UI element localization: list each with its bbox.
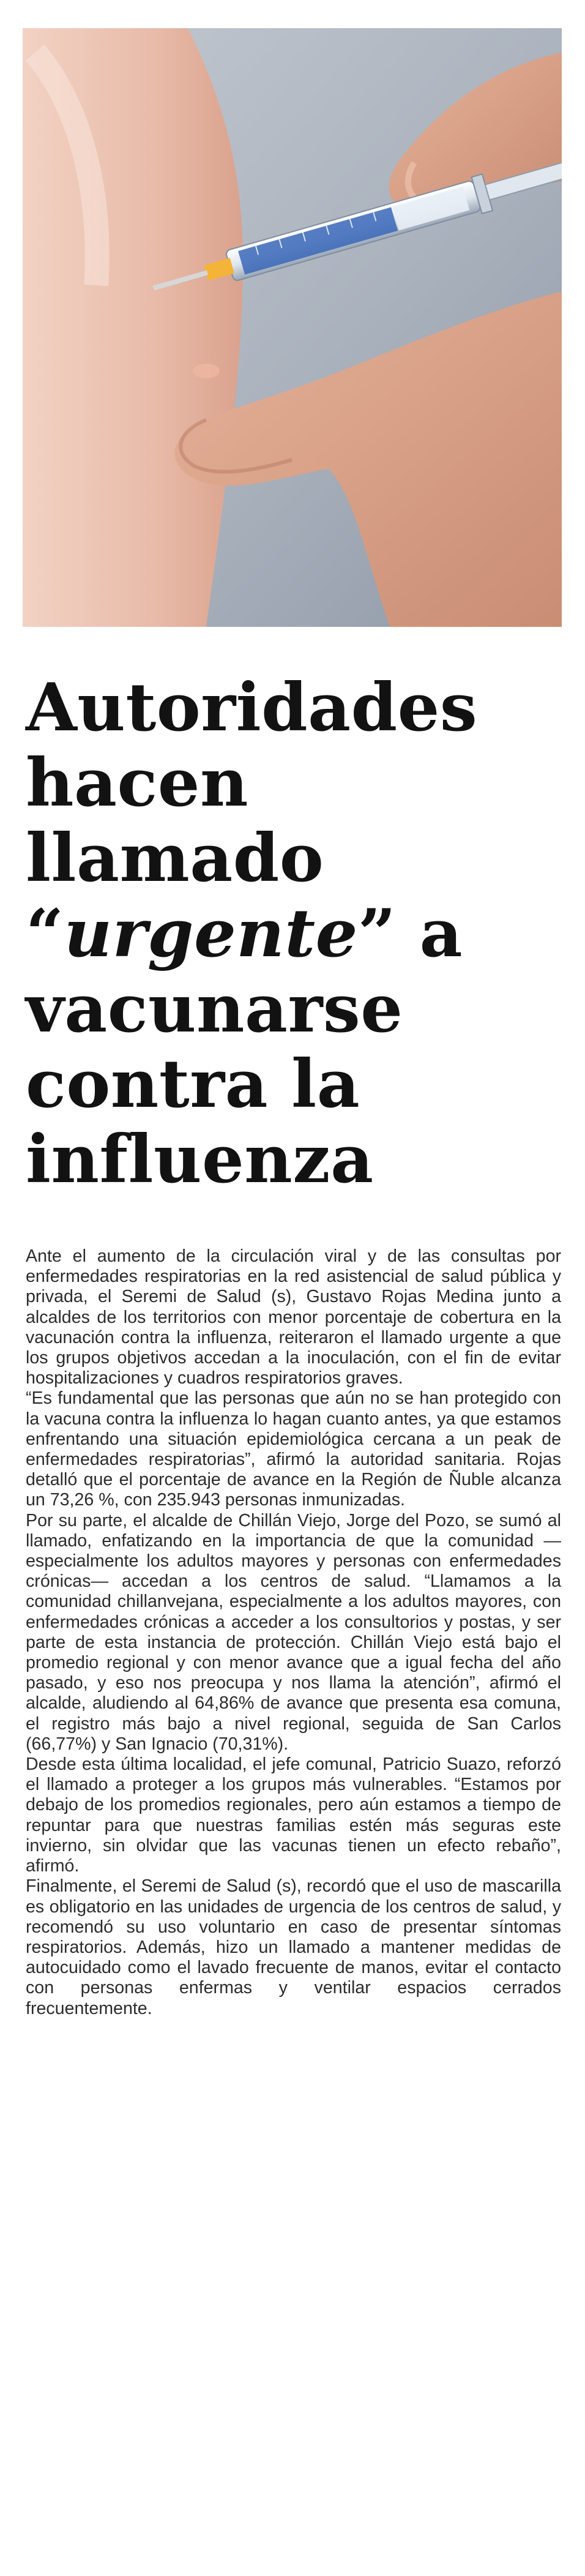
syringe-injection-icon	[23, 28, 562, 627]
headline-line-3: llamado	[26, 820, 324, 897]
article-paragraph: Finalmente, el Seremi de Salud (s), recordó que el uso de mascarilla es obligatorio en las unidades de urgencia de los centros de salud, y recomendó su uso voluntario en caso de presentar síntomas respiratorios. Además, hizo un llamado a mantener medidas de autocuidado como el lavado frecuente de manos, evitar el contacto con personas enfermas y ventilar espacios cerrados frecuentemente.	[26, 1876, 561, 2018]
headline-line-5: vacunarse	[26, 970, 403, 1047]
headline-emphasis: urgente	[64, 895, 358, 972]
headline-line-4	[26, 896, 564, 972]
headline-line-7: influenza	[26, 1121, 374, 1198]
article-paragraph: Desde esta última localidad, el jefe comunal, Patricio Suazo, reforzó el llamado a proteger a los grupos más vulnerables. “Estamos por debajo de los promedios regionales, pero aún estamos a tiempo de repuntar para que nuestras familias estén más seguras este invierno, sin olvidar que las vacunas tienen un efecto rebaño”, afirmó.	[26, 1754, 561, 1876]
article-body	[26, 1246, 561, 2019]
headline-line-6: contra la	[26, 1046, 360, 1123]
headline-line-2: hacen	[26, 744, 248, 822]
article-paragraph: Ante el aumento de la circulación viral y de las consultas por enfermedades respiratorias en la red asistencial de salud pública y privada, el Seremi de Salud (s), Gustavo Rojas Medina junto a alcaldes de los territorios con menor porcentaje de cobertura en la vacunación contra la influenza, reiteraron el llamado urgente a que los grupos objetivos accedan a la inoculación, con el fin de evitar hospitalizaciones y cuadros respiratorios graves.	[26, 1246, 561, 1388]
headline-close: ” a	[357, 895, 463, 972]
article-paragraph: “Es fundamental que las personas que aún no se han protegido con la vacuna contra la influenza lo hagan cuanto antes, ya que estamos enfrentando una situación epidemiológica cercana a un peak de enfermedades respiratorias”, afirmó la autoridad sanitaria. Rojas detalló que el porcentaje de avance en la Región de Ñuble alcanza un 73,26 %, con 235.943 personas inmunizadas.	[26, 1388, 561, 1510]
headline-line-1: Autoridades	[26, 669, 478, 746]
headline-open-quote: “	[26, 895, 64, 972]
headline	[26, 670, 564, 1197]
vaccination-photo	[23, 28, 562, 627]
article-paragraph: Por su parte, el alcalde de Chillán Viejo, Jorge del Pozo, se sumó al llamado, enfatizando en la importancia de que la comunidad —especialmente los adultos mayores y personas con enfermedades crónicas— accedan a los centros de salud. “Llamamos a la comunidad chillanvejana, especialmente a los adultos mayores, con enfermedades crónicas a acceder a los consultorios y postas, y ser parte de esta instancia de protección. Chillán Viejo está bajo el promedio regional y con menor avance que a igual fecha del año pasado, y eso nos preocupa y nos llama la atención”, afirmó el alcalde, aludiendo al 64,86% de avance que presenta esa comuna, el registro más bajo a nivel regional, seguida de San Carlos (66,77%) y San Ignacio (70,31%).	[26, 1510, 561, 1754]
